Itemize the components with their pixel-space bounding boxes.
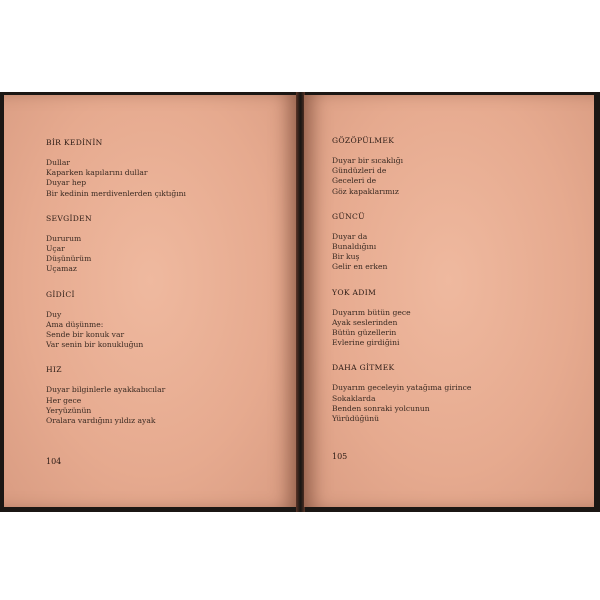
poem bbox=[46, 214, 287, 275]
poem bbox=[332, 212, 584, 273]
poem-title: BİR KEDİNİN bbox=[46, 138, 103, 147]
poem-line: Var senin bir konukluğun bbox=[46, 340, 144, 350]
poem-line: Duyar bilginlerle ayakkabıcılar bbox=[46, 385, 166, 395]
poem-line: Yeryüzünün bbox=[46, 405, 92, 415]
poem-title: GİDİCİ bbox=[46, 289, 75, 299]
poem bbox=[332, 136, 584, 197]
poem-line: Göz kapaklarımız bbox=[332, 186, 399, 196]
poem-line: Duyar bir sıcaklığı bbox=[332, 156, 404, 165]
left-page-poems bbox=[46, 138, 287, 441]
left-page bbox=[4, 95, 297, 507]
poem bbox=[46, 138, 287, 199]
page-number: 104 bbox=[46, 457, 62, 466]
poem-line: Oralara vardığını yıldız ayak bbox=[46, 416, 156, 426]
poem-line: Bir kedinin merdivenlerden çıktığını bbox=[46, 188, 186, 198]
poem-line: Bütün güzellerin bbox=[332, 328, 397, 338]
poem-line: Bir kuş bbox=[332, 252, 360, 262]
right-page-poems bbox=[332, 136, 584, 439]
poem-line: Bunaldığını bbox=[332, 242, 377, 252]
poem-line: Kaparken kapılarını dullar bbox=[46, 168, 148, 178]
poem-line: Sokaklarda bbox=[332, 393, 376, 403]
poem-line: Uçar bbox=[46, 244, 65, 254]
poem-line: Benden sonraki yolcunun bbox=[332, 403, 430, 413]
poem-line: Evlerine girdiğini bbox=[332, 338, 400, 348]
poem-line: Gündüzleri de bbox=[332, 166, 387, 176]
poem-line: Duyar hep bbox=[46, 178, 87, 188]
poem-line: Ama düşünme: bbox=[46, 319, 104, 329]
poem-line: Duyarım geceleyin yatağıma girince bbox=[332, 383, 472, 393]
poem bbox=[46, 365, 287, 426]
poem-line: Geceleri de bbox=[332, 176, 377, 186]
poem-title: DAHA GİTMEK bbox=[332, 363, 395, 373]
poem-title: GÜNCÜ bbox=[332, 211, 365, 221]
right-page bbox=[304, 95, 594, 507]
poem-line: Duy bbox=[46, 309, 62, 319]
open-book bbox=[0, 92, 600, 512]
poem bbox=[46, 290, 287, 351]
poem bbox=[332, 288, 584, 349]
poem-line: Dururum bbox=[46, 233, 82, 243]
poem-line: Yürüdüğünü bbox=[332, 414, 380, 424]
poem-title: SEVGİDEN bbox=[46, 213, 92, 223]
poem-line: Dullar bbox=[46, 158, 70, 167]
poem-line: Her gece bbox=[46, 395, 82, 405]
poem-line: Uçamaz bbox=[46, 264, 77, 274]
poem-line: Duyar da bbox=[332, 231, 368, 241]
poem-line: Duyarım bütün gece bbox=[332, 307, 411, 317]
poem-title: GÖZÖPÜLMEK bbox=[332, 136, 395, 145]
poem-title: YOK ADIM bbox=[332, 287, 377, 297]
poem-title: HIZ bbox=[46, 365, 62, 375]
poem-line: Ayak seslerinden bbox=[332, 317, 398, 327]
poem-line: Düşünürüm bbox=[46, 254, 92, 264]
page-number: 105 bbox=[332, 452, 348, 461]
poem bbox=[332, 363, 584, 424]
poem-line: Gelir en erken bbox=[332, 262, 388, 272]
poem-line: Sende bir konuk var bbox=[46, 330, 125, 340]
